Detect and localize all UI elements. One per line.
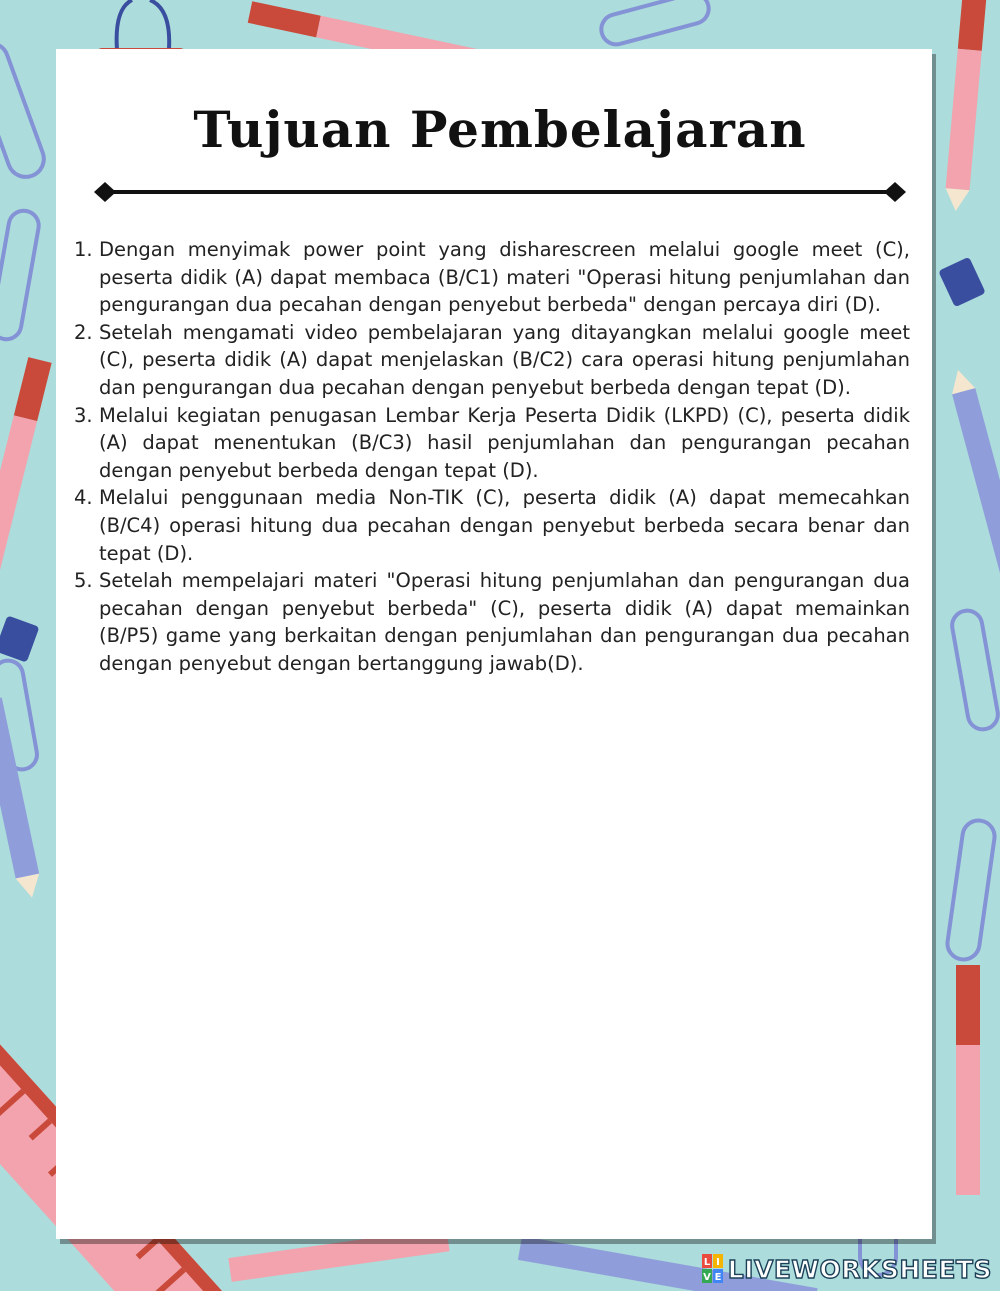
- page-title: Tujuan Pembelajaran: [193, 100, 807, 159]
- pencil-icon: [0, 698, 44, 901]
- brand-name: LIVEWORKSHEETS: [727, 1254, 992, 1284]
- list-item-number: 4.: [74, 486, 93, 510]
- list-item-text: Setelah mempelajari materi "Operasi hitung penjumlahan dan pengurangan dua pecahan dengan penyebut berbeda" (C), peserta didik (A) dapat memainkan (B/P5) game yang berkaitan dengan penjumlahan dan pengurangan dua pecahan dengan penyebut dengan bertanggung jawab(D).: [99, 569, 910, 675]
- title-divider: [92, 178, 908, 206]
- list-item-number: 2.: [74, 320, 93, 344]
- pencil-icon: [956, 965, 980, 1195]
- list-item: [74, 402, 910, 485]
- pencil-icon: [0, 357, 52, 615]
- liveworksheets-logo-icon: [702, 1254, 724, 1284]
- diamond-icon: [94, 182, 116, 202]
- list-item-number: 5.: [74, 569, 93, 593]
- svg-text:E: E: [714, 1272, 722, 1283]
- list-item-number: 3.: [74, 403, 93, 427]
- liveworksheets-brand[interactable]: [702, 1253, 992, 1285]
- list-item-text: Melalui kegiatan penugasan Lembar Kerja Peserta Didik (LKPD) (C), peserta didik (A) dapat menentukan (B/C3) hasil penjumlahan dan pengurangan pecahan dengan penyebut berbeda dengan tepat (D).: [99, 403, 910, 482]
- list-item: [74, 567, 910, 677]
- list-item: [74, 484, 910, 567]
- svg-text:V: V: [702, 1272, 711, 1283]
- learning-objectives-list: [74, 236, 910, 678]
- diamond-icon: [884, 182, 906, 202]
- list-item-text: Melalui penggunaan media Non-TIK (C), peserta didik (A) dapat memecahkan (B/C4) operasi hitung dua pecahan dengan penyebut berbeda secara benar dan tepat (D).: [99, 486, 910, 565]
- list-item: [74, 236, 910, 319]
- svg-text:I: I: [715, 1257, 720, 1268]
- list-item-text: Setelah mengamati video pembelajaran yang ditayangkan melalui google meet (C), peserta didik (A) dapat menjelaskan (B/C2) cara operasi hitung penjumlahan dan pengurangan dua pecahan dengan penyebut berbeda dengan tepat (D).: [99, 320, 910, 399]
- list-item: [74, 319, 910, 402]
- svg-text:L: L: [703, 1257, 710, 1268]
- list-item-number: 1.: [74, 238, 93, 261]
- list-item-text: Dengan menyimak power point yang disharescreen melalui google meet (C), peserta didik (A) dapat membaca (B/C1) materi "Operasi hitung penjumlahan dan pengurangan dua pecahan dengan penyebut berbeda" dengan percaya diri (D).: [99, 238, 910, 317]
